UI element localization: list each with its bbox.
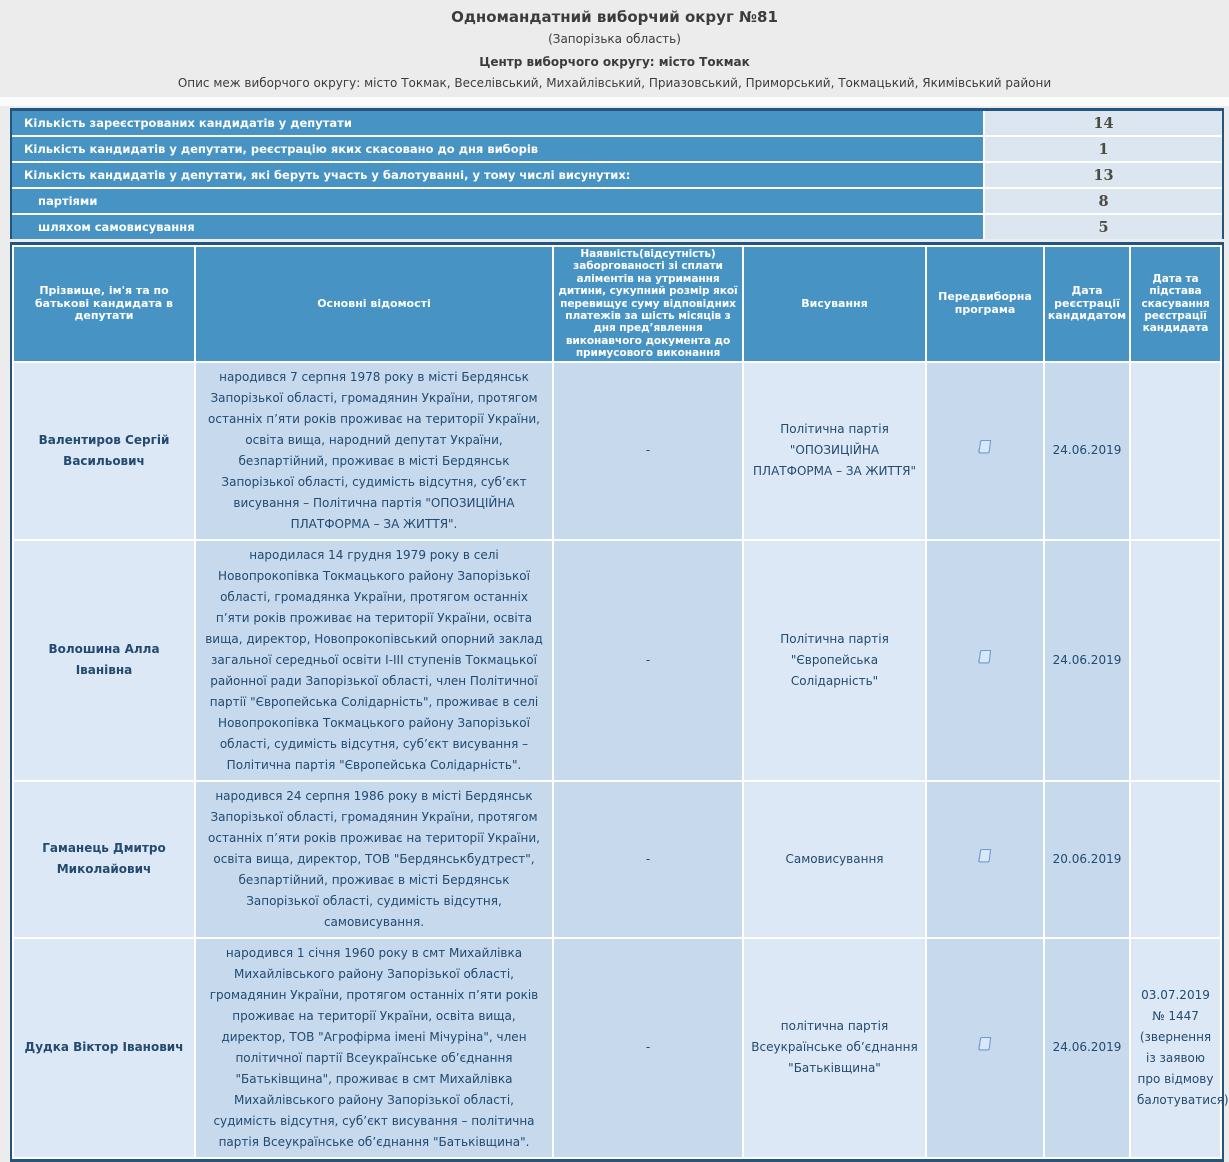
cancellation-info xyxy=(1131,782,1220,937)
candidates-table xyxy=(10,242,1229,1162)
alimony-status: - xyxy=(554,541,742,780)
alimony-status: - xyxy=(554,782,742,937)
registration-date: 24.06.2019 xyxy=(1045,939,1129,1157)
nomination: Політична партія "Європейська Солідарність" xyxy=(744,541,925,780)
summary-row xyxy=(12,215,1222,239)
col-header-reg-date: Дата реєстрації кандидатом xyxy=(1045,247,1129,361)
candidate-row xyxy=(14,782,1220,937)
candidate-row xyxy=(14,541,1220,780)
summary-label-parties: партіями xyxy=(12,189,983,213)
registration-date: 20.06.2019 xyxy=(1045,782,1129,937)
alimony-status: - xyxy=(554,939,742,1157)
program-document-icon[interactable] xyxy=(976,648,994,673)
candidate-bio: народився 1 січня 1960 року в смт Михайлівка Михайлівського району Запорізької області, громадянин України, протягом останніх п’яти років проживає на території України, освіта вища, директор, ТОВ "Агрофірма імені Мічуріна", член політичної партії Всеукраїнське об’єднання "Батьківщина", проживає в смт Михайлівка Михайлівського району Запорізької області, судимість відсутня, суб’єкт висування – політична партія Всеукраїнське об’єднання "Батьківщина". xyxy=(196,939,552,1157)
summary-row xyxy=(12,111,1222,135)
program-cell xyxy=(927,363,1043,539)
nomination: Політична партія "ОПОЗИЦІЙНА ПЛАТФОРМА – ЗА ЖИТТЯ" xyxy=(744,363,925,539)
program-document-icon[interactable] xyxy=(976,847,994,872)
cancellation-info xyxy=(1131,363,1220,539)
program-cell xyxy=(927,939,1043,1157)
summary-value: 8 xyxy=(985,189,1222,213)
candidate-name: Гаманець Дмитро Миколайович xyxy=(14,782,194,937)
candidate-name: Валентиров Сергій Васильович xyxy=(14,363,194,539)
summary-label: Кількість кандидатів у депутати, реєстрацію яких скасовано до дня виборів xyxy=(12,137,983,161)
program-cell xyxy=(927,541,1043,780)
summary-value: 13 xyxy=(985,163,1222,187)
candidate-name: Дудка Віктор Іванович xyxy=(14,939,194,1157)
alimony-status: - xyxy=(554,363,742,539)
summary-block xyxy=(10,108,1224,239)
separator-strip xyxy=(0,97,1229,106)
summary-label: Кількість кандидатів у депутати, які беруть участь у балотуванні, у тому числі висунутих: xyxy=(12,163,983,187)
candidate-bio: народився 24 серпня 1986 року в місті Бердянськ Запорізької області, громадянин України, протягом останніх п’яти років проживає на території України, освіта вища, директор, ТОВ "Бердянськбудтрест", безпартійний, проживає в місті Бердянськ Запорізької області, судимість відсутня, самовисування. xyxy=(196,782,552,937)
col-header-cancel: Дата та підстава скасування реєстрації кандидата xyxy=(1131,247,1220,361)
cancellation-info xyxy=(1131,541,1220,780)
candidate-bio: народилася 14 грудня 1979 року в селі Новопрокопівка Токмацького району Запорізької області, громадянка України, протягом останніх п’яти років проживає на території України, освіта вища, директор, Новопрокопівський опорний заклад загальної середньої освіти І-ІІІ ступенів Токмацької районної ради Запорізької області, член Політичної партії "Європейська Солідарність", проживає в селі Новопрокопівка Токмацького району Запорізької області, судимість відсутня, суб’єкт висування – Політична партія "Європейська Солідарність". xyxy=(196,541,552,780)
nomination: Самовисування xyxy=(744,782,925,937)
registration-date: 24.06.2019 xyxy=(1045,541,1129,780)
candidate-row xyxy=(14,363,1220,539)
summary-row xyxy=(12,163,1222,187)
registration-date: 24.06.2019 xyxy=(1045,363,1129,539)
summary-row xyxy=(12,189,1222,213)
table-header-row xyxy=(14,247,1220,361)
program-document-icon[interactable] xyxy=(976,1035,994,1060)
summary-label-self-nomination: шляхом самовисування xyxy=(12,215,983,239)
page-header xyxy=(0,0,1229,90)
district-bounds: Опис меж виборчого округу: місто Токмак, Веселівський, Михайлівський, Приазовський, Приморський, Токмацький, Якимівський райони xyxy=(177,76,1052,90)
col-header-program: Передвиборна програма xyxy=(927,247,1043,361)
program-cell xyxy=(927,782,1043,937)
program-document-icon[interactable] xyxy=(976,438,994,463)
col-header-nomination: Висування xyxy=(744,247,925,361)
district-center: Центр виборчого округу: місто Токмак xyxy=(479,55,750,69)
region-subtitle: (Запорізька область) xyxy=(548,32,681,46)
summary-value: 5 xyxy=(985,215,1222,239)
col-header-bio: Основні відомості xyxy=(196,247,552,361)
summary-value: 14 xyxy=(985,111,1222,135)
page-title: Одномандатний виборчий округ №81 xyxy=(451,8,778,26)
candidate-bio: народився 7 серпня 1978 року в місті Бердянськ Запорізької області, громадянин України, протягом останніх п’яти років проживає на території України, освіта вища, народний депутат України, безпартійний, проживає в місті Бердянськ Запорізької області, судимість відсутня, суб’єкт висування – Політична партія "ОПОЗИЦІЙНА ПЛАТФОРМА – ЗА ЖИТТЯ". xyxy=(196,363,552,539)
candidates-table-wrap xyxy=(10,242,1229,1162)
col-header-name: Прізвище, ім'я та по батькові кандидата в депутати xyxy=(14,247,194,361)
candidate-name: Волошина Алла Іванівна xyxy=(14,541,194,780)
col-header-alimony: Наявність(відсутність) заборгованості зі сплати аліментів на утримання дитини, сукупний розмір якої перевищує суму відповідних платежів за шість місяців з дня пред’явлення виконавчого документа до примусового виконання xyxy=(554,247,742,361)
nomination: політична партія Всеукраїнське об’єднання "Батьківщина" xyxy=(744,939,925,1157)
summary-row xyxy=(12,137,1222,161)
candidate-row xyxy=(14,939,1220,1157)
summary-label: Кількість зареєстрованих кандидатів у депутати xyxy=(12,111,983,135)
cancellation-info: 03.07.2019 № 1447 (звернення із заявою про відмову балотуватися) xyxy=(1131,939,1220,1157)
summary-value: 1 xyxy=(985,137,1222,161)
